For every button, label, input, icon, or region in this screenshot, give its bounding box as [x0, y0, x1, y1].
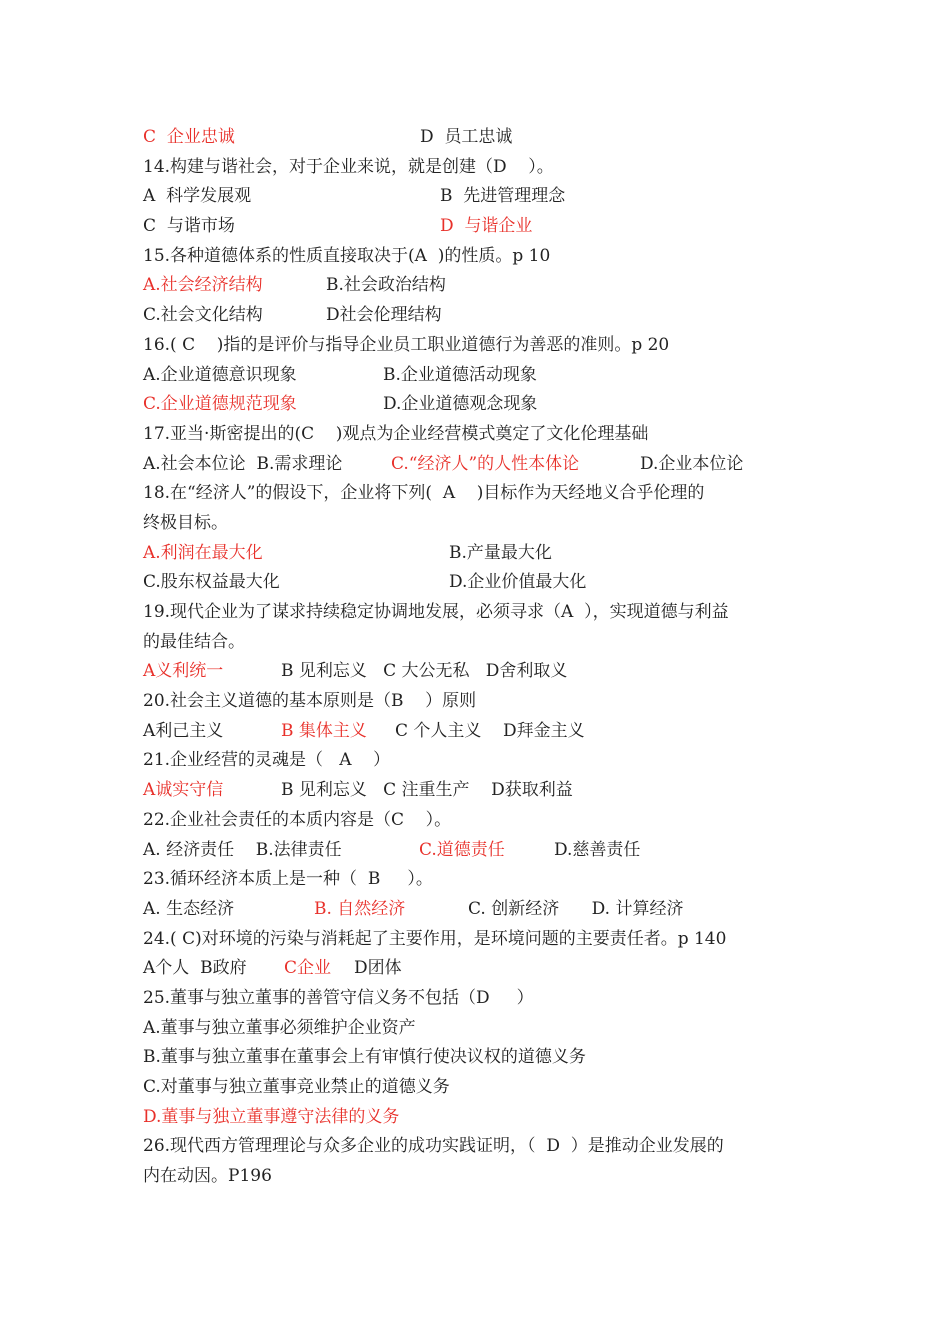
- answer-text: A义利统一: [143, 661, 224, 682]
- text-line: [143, 301, 823, 331]
- question-text: A利己主义: [143, 720, 224, 741]
- question-text: A 科学发展观: [143, 186, 252, 207]
- answer-text: C企业: [284, 958, 332, 979]
- text-line: [143, 984, 823, 1014]
- answer-text: C.“经济人”的人性本体论: [391, 453, 580, 474]
- text-line: [143, 687, 823, 717]
- question-text: B.企业道德活动现象: [383, 364, 537, 385]
- question-text: A.董事与独立董事必须维护企业资产: [143, 1017, 416, 1038]
- text-line: [143, 717, 823, 747]
- text-line: [143, 331, 823, 361]
- question-text: 20.社会主义道德的基本原则是（B ）原则: [143, 691, 477, 712]
- question-text: 23.循环经济本质上是一种（ B ）。: [143, 869, 433, 890]
- text-line: [143, 895, 823, 925]
- text-line: [143, 954, 823, 984]
- text-line: [143, 153, 823, 183]
- question-text: 21.企业经营的灵魂是（ A ）: [143, 750, 391, 771]
- question-text: 19.现代企业为了谋求持续稳定协调地发展，必须寻求（A ），实现道德与利益: [143, 602, 729, 622]
- question-text: 的最佳结合。: [143, 631, 245, 652]
- question-text: 18.在“经济人”的假设下，企业将下列( A )目标作为天经地义合乎伦理的: [143, 483, 705, 504]
- question-text: B 见利忘义 C 注重生产 D获取利益: [281, 780, 573, 801]
- text-line: [143, 1043, 823, 1073]
- question-text: 24.( C)对环境的污染与消耗起了主要作用，是环境问题的主要责任者。p 140: [143, 928, 727, 949]
- text-line: [143, 390, 823, 420]
- answer-text: B 集体主义: [281, 720, 367, 741]
- document-body: [143, 123, 823, 1192]
- question-text: B.社会政治结构: [326, 275, 446, 296]
- text-line: [143, 539, 823, 569]
- question-text: 16.( C )指的是评价与指导企业员工职业道德行为善恶的准则。p 20: [143, 334, 670, 355]
- question-text: D.企业道德观念现象: [383, 394, 538, 415]
- text-line: [143, 420, 823, 450]
- question-text: C.对董事与独立董事竞业禁止的道德义务: [143, 1077, 450, 1097]
- question-text: C 个人主义 D拜金主义: [395, 720, 585, 741]
- answer-text: D 与谐企业: [440, 216, 533, 237]
- question-text: D.慈善责任: [554, 839, 641, 860]
- question-text: B 见利忘义 C 大公无私 D舍利取义: [281, 661, 568, 682]
- text-line: [143, 598, 823, 628]
- text-line: [143, 1073, 823, 1103]
- question-text: C.社会文化结构: [143, 305, 263, 326]
- answer-text: A.社会经济结构: [143, 275, 263, 296]
- text-line: [143, 865, 823, 895]
- text-line: [143, 1103, 823, 1133]
- text-line: [143, 568, 823, 598]
- question-text: D.企业本位论: [640, 453, 744, 474]
- question-text: 22.企业社会责任的本质内容是（C ）。: [143, 809, 452, 830]
- text-line: [143, 212, 823, 242]
- question-text: D.企业价值最大化: [449, 572, 587, 593]
- text-line: [143, 361, 823, 391]
- question-text: A. 生态经济: [143, 898, 235, 919]
- question-text: 15.各种道德体系的性质直接取决于(A )的性质。p 10: [143, 245, 551, 266]
- question-text: C 与谐市场: [143, 216, 235, 237]
- answer-text: C.道德责任: [419, 839, 505, 860]
- question-text: B.产量最大化: [449, 542, 552, 563]
- question-text: 内在动因。P196: [143, 1166, 272, 1187]
- question-text: C. 创新经济 D. 计算经济: [468, 898, 684, 919]
- question-text: 26.现代西方管理理论与众多企业的成功实践证明，（ D ）是推动企业发展的: [143, 1136, 724, 1157]
- answer-text: D.董事与独立董事遵守法律的义务: [143, 1106, 400, 1127]
- question-text: 17.亚当·斯密提出的(C )观点为企业经营模式奠定了文化伦理基础: [143, 423, 649, 444]
- question-text: 终极目标。: [143, 512, 228, 533]
- text-line: [143, 1132, 823, 1162]
- question-text: A.企业道德意识现象: [143, 364, 297, 385]
- text-line: [143, 479, 823, 509]
- text-line: [143, 509, 823, 539]
- text-line: [143, 450, 823, 480]
- question-text: D社会伦理结构: [326, 305, 442, 326]
- question-text: B 先进管理理念: [440, 186, 566, 207]
- question-text: B.董事与独立董事在董事会上有审慎行使决议权的道德义务: [143, 1047, 586, 1068]
- text-line: [143, 925, 823, 955]
- question-text: 14.构建与谐社会，对于企业来说，就是创建（D ）。: [143, 156, 554, 177]
- question-text: 25.董事与独立董事的善管守信义务不包括（D ）: [143, 987, 534, 1008]
- text-line: [143, 628, 823, 658]
- question-text: A.社会本位论 B.需求理论: [143, 453, 343, 474]
- question-text: A. 经济责任 B.法律责任: [143, 839, 342, 860]
- answer-text: C.企业道德规范现象: [143, 394, 297, 415]
- text-line: [143, 657, 823, 687]
- text-line: [143, 271, 823, 301]
- answer-text: B. 自然经济: [314, 898, 406, 919]
- text-line: [143, 123, 823, 153]
- question-text: D 员工忠诚: [420, 127, 513, 147]
- question-text: C.股东权益最大化: [143, 572, 280, 593]
- answer-text: A诚实守信: [143, 780, 224, 801]
- text-line: [143, 776, 823, 806]
- text-line: [143, 836, 823, 866]
- text-line: [143, 1162, 823, 1192]
- text-line: [143, 806, 823, 836]
- text-line: [143, 182, 823, 212]
- text-line: [143, 1014, 823, 1044]
- answer-text: C 企业忠诚: [143, 127, 235, 147]
- text-line: [143, 242, 823, 272]
- question-text: A个人 B政府: [143, 958, 247, 979]
- question-text: D团体: [354, 958, 402, 979]
- answer-text: A.利润在最大化: [143, 542, 263, 563]
- text-line: [143, 746, 823, 776]
